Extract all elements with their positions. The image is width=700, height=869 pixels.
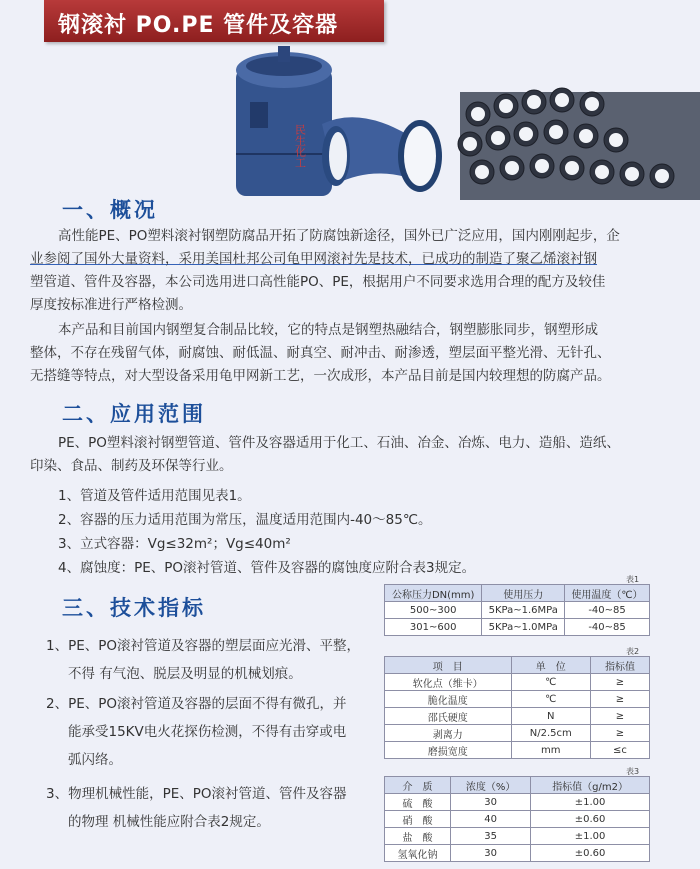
table-cell: 邵氏硬度 [385, 708, 512, 725]
application-line: PE、PO塑料滚衬钢塑管道、管件及容器适用于化工、石油、冶金、冶炼、电力、造船、造纸、 [58, 435, 620, 451]
table-row [385, 794, 650, 811]
table-row [385, 708, 650, 725]
table-row [385, 742, 650, 759]
table3-caption: 表3 [626, 767, 640, 776]
table-cell: ℃ [511, 691, 590, 708]
tech-item-line: 不得 有气泡、脱层及明显的机械划痕。 [68, 666, 302, 682]
table-cell: N/2.5cm [511, 725, 590, 742]
table2-caption: 表2 [626, 647, 640, 656]
section-overview-title: 一、概况 [62, 198, 158, 222]
table-cell: 剥离力 [385, 725, 512, 742]
table-cell: ±1.00 [531, 828, 650, 845]
table-header-cell: 指标值（g/m2） [531, 777, 650, 794]
application-item-3: 3、立式容器：Vg≤32m²；Vg≤40m² [58, 536, 291, 552]
table-row [385, 828, 650, 845]
overview-line: 高性能PE、PO塑料滚衬钢塑防腐品开拓了防腐蚀新途径，国外已广泛应用，国内刚刚起步，企 [58, 228, 620, 244]
table-header-cell: 浓度（%） [451, 777, 531, 794]
table-cell: ≥ [590, 691, 649, 708]
table-header-cell: 指标值 [590, 657, 649, 674]
table-cell: 35 [451, 828, 531, 845]
tech-item-line: 1、PE、PO滚衬管道及容器的塑层面应光滑、平整， [46, 638, 361, 654]
banner-title: 钢滚衬 PO.PE 管件及容器 [58, 13, 339, 38]
table-cell: 脆化温度 [385, 691, 512, 708]
section-tech-title: 三、技术指标 [62, 596, 206, 620]
table-cell: ≥ [590, 708, 649, 725]
table-cell: ±0.60 [531, 845, 650, 862]
table-header-cell: 单 位 [511, 657, 590, 674]
table1-caption: 表1 [626, 575, 640, 584]
table-row [385, 674, 650, 691]
table-cell: 硝 酸 [385, 811, 451, 828]
table-header-row [385, 657, 650, 674]
table-header-cell: 公称压力DN(mm) [385, 585, 482, 602]
overview-line: 本产品和目前国内钢塑复合制品比较，它的特点是钢塑热融结合，钢塑膨胀同步，钢塑形成 [58, 322, 598, 338]
table-cell: 磨损宽度 [385, 742, 512, 759]
table-row [385, 602, 650, 619]
tech-item-line: 的物理 机械性能应附合表2规定。 [68, 814, 270, 830]
table-cell: 40 [451, 811, 531, 828]
table-row [385, 619, 650, 636]
overview-line: 整体，不存在残留气体，耐腐蚀、耐低温、耐真空、耐冲击、耐渗透，塑层面平整光滑、无针孔、 [30, 345, 611, 361]
table-header-cell: 使用温度（℃） [565, 585, 650, 602]
table-cell: ±0.60 [531, 811, 650, 828]
table3 [384, 776, 650, 862]
tank-vessel [236, 46, 332, 196]
product-photo [0, 44, 700, 204]
application-item-1: 1、管道及管件适用范围见表1。 [58, 488, 251, 504]
application-line: 印染、食品、制药及环保等行业。 [30, 458, 233, 474]
tech-item-line: 能承受15KV电火花探伤检测，不得有击穿或电 [68, 724, 347, 740]
section-application-title: 二、应用范围 [62, 402, 206, 426]
table-cell: 30 [451, 794, 531, 811]
tech-item-line: 弧闪络。 [68, 752, 122, 768]
table1 [384, 584, 650, 636]
table-cell: 30 [451, 845, 531, 862]
application-item-2: 2、容器的压力适用范围为常压，温度适用范围内-40～85℃。 [58, 512, 432, 528]
table-cell: 500~300 [385, 602, 482, 619]
table-row [385, 811, 650, 828]
table-cell: ℃ [511, 674, 590, 691]
overview-line: 塑管道、管件及容器，本公司选用进口高性能PO、PE，根据用户不同要求选用合理的配方及较佳 [30, 274, 606, 290]
tech-item-line: 3、物理机械性能，PE、PO滚衬管道、管件及容器 [46, 786, 347, 802]
tech-item-line: 2、PE、PO滚衬管道及容器的层面不得有微孔，并 [46, 696, 347, 712]
table-cell: ≤c [590, 742, 649, 759]
table-cell: ±1.00 [531, 794, 650, 811]
table-header-cell: 项 目 [385, 657, 512, 674]
table-row [385, 725, 650, 742]
overview-paragraph-1 [30, 225, 680, 317]
table-cell: 硫 酸 [385, 794, 451, 811]
table2 [384, 656, 650, 759]
table-row [385, 845, 650, 862]
table-cell: 301~600 [385, 619, 482, 636]
table-cell: -40~85 [565, 602, 650, 619]
application-item-4: 4、腐蚀度：PE、PO滚衬管道、管件及容器的腐蚀度应附合表3规定。 [58, 560, 476, 576]
table-cell: -40~85 [565, 619, 650, 636]
overview-line: 业参阅了国外大量资料，采用美国杜邦公司龟甲网滚衬先是技术，已成功的制造了聚乙烯滚衬钢 [30, 251, 597, 267]
table-header-cell: 介 质 [385, 777, 451, 794]
table-cell: mm [511, 742, 590, 759]
overview-paragraph-2 [30, 319, 680, 388]
table-cell: ≥ [590, 674, 649, 691]
page-banner [44, 0, 384, 42]
table-row [385, 691, 650, 708]
table-cell: 5KPa~1.0MPa [482, 619, 565, 636]
overview-line: 无搭缝等特点，对大型设备采用龟甲网新工艺，一次成形，本产品目前是国内较理想的防腐产品。 [30, 368, 611, 384]
table-cell: ≥ [590, 725, 649, 742]
table-header-cell: 使用压力 [482, 585, 565, 602]
tank-stamp: 民生化工 [293, 124, 307, 168]
table-header-row [385, 585, 650, 602]
lined-elbow [322, 117, 442, 192]
table-cell: 盐 酸 [385, 828, 451, 845]
table-cell: 软化点（维卡） [385, 674, 512, 691]
pipe-stack [458, 88, 700, 200]
application-intro [30, 432, 680, 478]
table-cell: 5KPa~1.6MPa [482, 602, 565, 619]
overview-line: 厚度按标准进行严格检测。 [30, 297, 192, 313]
table-header-row [385, 777, 650, 794]
table-cell: N [511, 708, 590, 725]
table-cell: 氢氧化钠 [385, 845, 451, 862]
